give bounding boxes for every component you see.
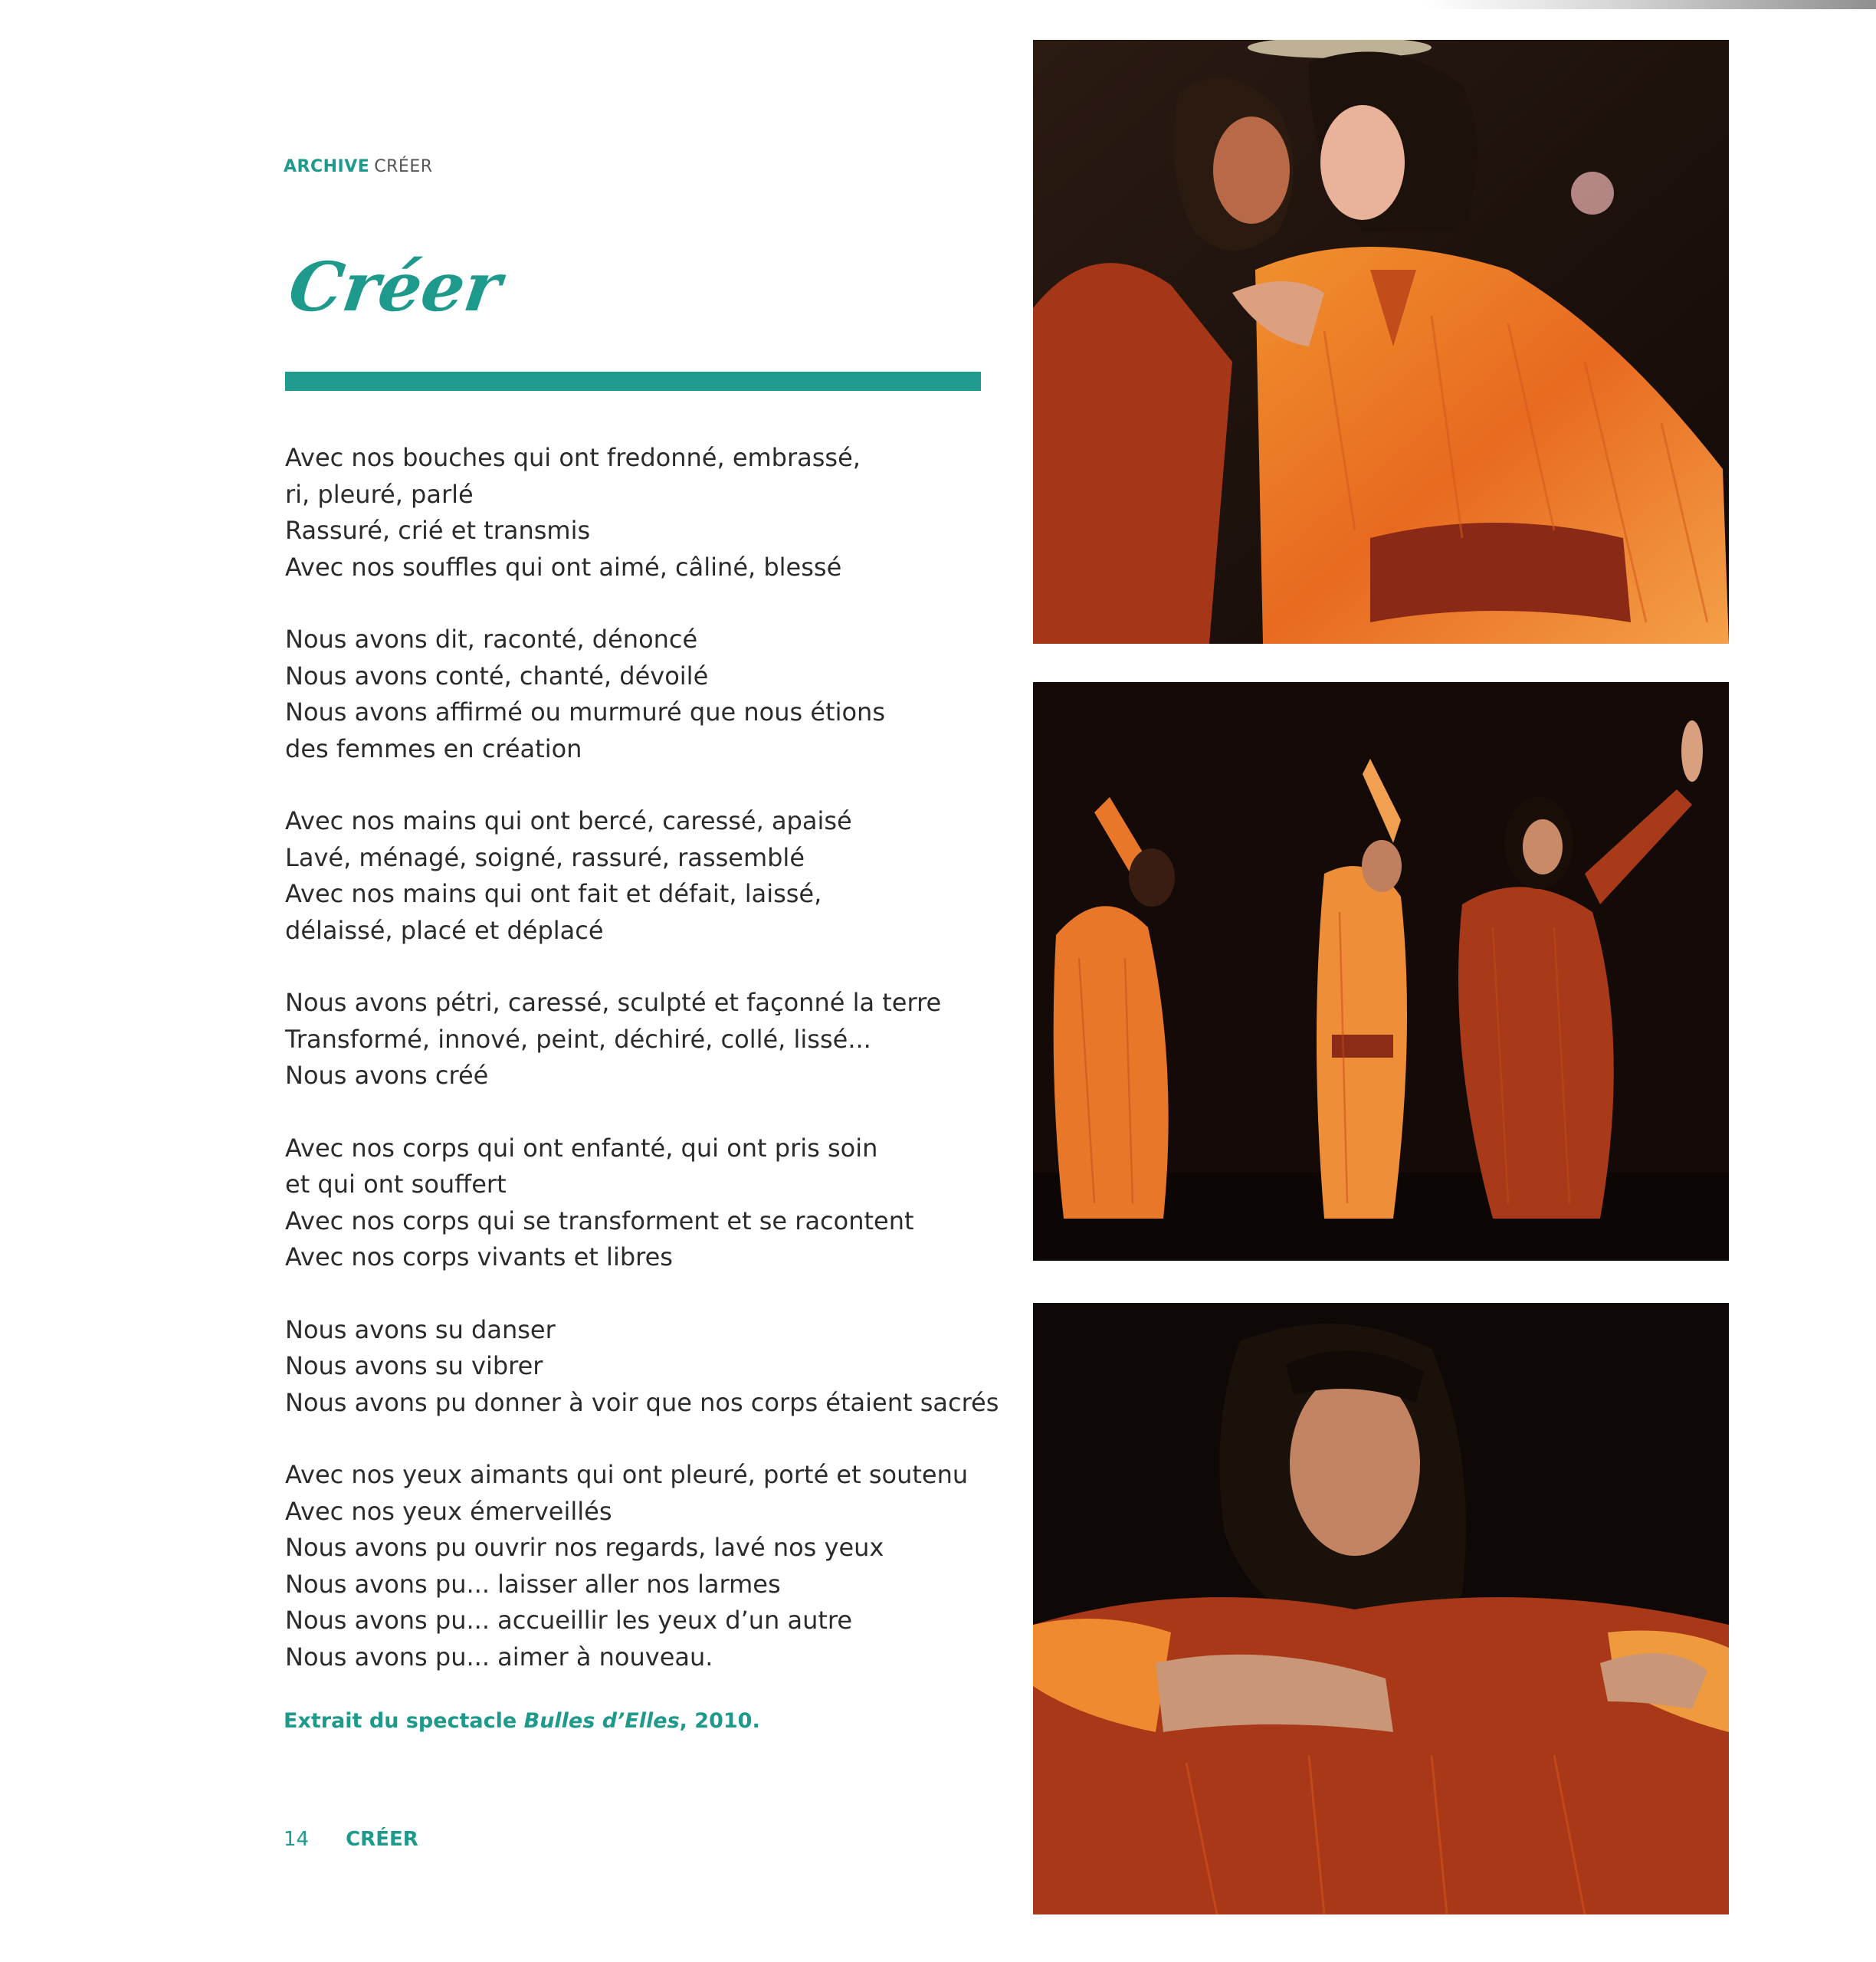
poem-stanza xyxy=(285,440,1005,586)
poem-line: Nous avons su danser xyxy=(285,1314,556,1344)
running-head-archive: ARCHIVE xyxy=(284,157,370,176)
poem-line: Lavé, ménagé, soigné, rassuré, rassemblé xyxy=(285,842,805,872)
poem-line: Rassuré, crié et transmis xyxy=(285,516,591,545)
credit-suffix: , 2010. xyxy=(679,1709,760,1733)
poem-line: délaissé, placé et déplacé xyxy=(285,915,604,945)
poem-stanza xyxy=(285,985,1005,1094)
poem-line: et qui ont souffert xyxy=(285,1170,507,1199)
poem-stanza xyxy=(285,1130,1005,1276)
scan-edge-shadow xyxy=(1425,0,1876,9)
page-footer xyxy=(284,1828,418,1851)
credit-line xyxy=(284,1709,760,1733)
poem-line: Avec nos mains qui ont fait et défait, laissé, xyxy=(285,879,822,908)
poem-line: Nous avons affirmé ou murmuré que nous étions xyxy=(285,697,885,727)
page-title: Créer xyxy=(284,247,507,326)
poem-line: Nous avons conté, chanté, dévoilé xyxy=(285,661,709,691)
poem-line: Nous avons pu donner à voir que nos corps étaient sacrés xyxy=(285,1387,999,1417)
poem-stanza xyxy=(285,1457,1005,1675)
poem-line: Avec nos corps qui ont enfanté, qui ont pris soin xyxy=(285,1133,878,1163)
photo-two-women-embrace xyxy=(1033,40,1729,644)
page-number: 14 xyxy=(284,1828,310,1851)
poem xyxy=(285,440,1005,1711)
poem-line: Avec nos souffles qui ont aimé, câliné, blessé xyxy=(285,552,842,582)
poem-line: Avec nos corps qui se transforment et se racontent xyxy=(285,1206,914,1235)
poem-line: Avec nos corps vivants et libres xyxy=(285,1242,673,1271)
credit-prefix: Extrait du spectacle xyxy=(284,1709,524,1733)
poem-line: Nous avons pu... aimer à nouveau. xyxy=(285,1642,713,1672)
poem-line: ri, pleuré, parlé xyxy=(285,479,474,509)
poem-line: Avec nos mains qui ont bercé, caressé, apaisé xyxy=(285,806,852,835)
poem-line: Nous avons créé xyxy=(285,1061,489,1090)
poem-stanza xyxy=(285,803,1005,949)
running-head xyxy=(284,157,433,176)
poem-line: Nous avons pu... accueillir les yeux d’un autre xyxy=(285,1606,853,1635)
poem-line: Nous avons pu ouvrir nos regards, lavé nos yeux xyxy=(285,1533,884,1562)
poem-line: Nous avons pu... laisser aller nos larmes xyxy=(285,1569,781,1599)
poem-line: Nous avons dit, raconté, dénoncé xyxy=(285,625,698,654)
poem-line: Avec nos yeux émerveillés xyxy=(285,1496,612,1526)
photo-dancer-hands xyxy=(1033,1303,1729,1914)
poem-stanza xyxy=(285,1312,1005,1422)
poem-line: Nous avons pétri, caressé, sculpté et façonné la terre xyxy=(285,988,942,1017)
photo-three-dancers xyxy=(1033,682,1729,1261)
poem-line: Transformé, innové, peint, déchiré, collé, lissé... xyxy=(285,1024,871,1054)
poem-line: Avec nos bouches qui ont fredonné, embrassé, xyxy=(285,443,861,472)
poem-line: Avec nos yeux aimants qui ont pleuré, porté et soutenu xyxy=(285,1460,969,1489)
credit-work-title: Bulles d’Elles xyxy=(523,1709,680,1733)
poem-stanza xyxy=(285,622,1005,767)
footer-section: CRÉER xyxy=(346,1828,418,1851)
title-rule xyxy=(285,372,981,391)
running-head-section: CRÉER xyxy=(374,157,433,176)
poem-line: des femmes en création xyxy=(285,733,582,763)
poem-line: Nous avons su vibrer xyxy=(285,1351,543,1380)
